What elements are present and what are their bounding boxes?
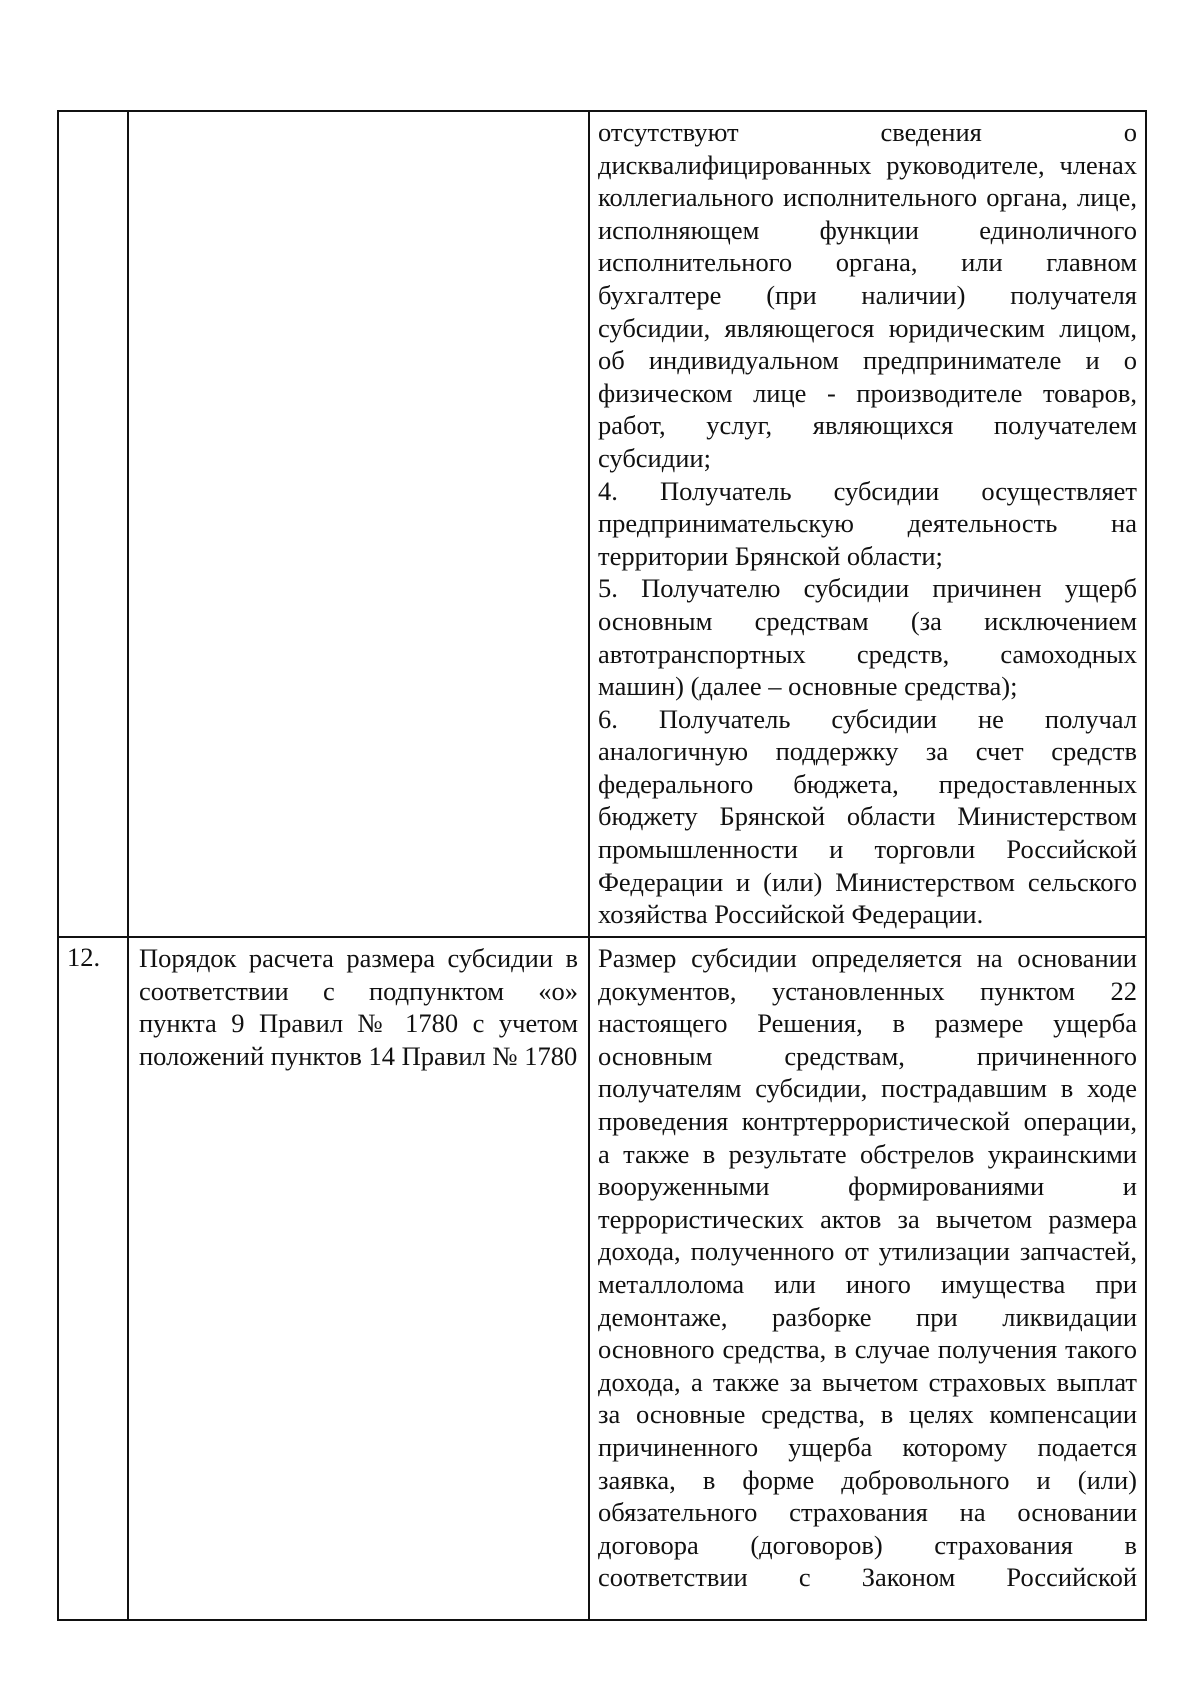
- row-number-cell: [58, 937, 128, 1620]
- row-number: 12.: [67, 942, 101, 972]
- paragraph: Порядок расчета размера субсидии в соответствии с подпунктом «о» пункта 9 Правил № 1780 с учетом положений пунктов 14 Правил № 1780: [139, 943, 578, 1071]
- table-row: [58, 937, 1146, 1620]
- document-table: [57, 110, 1147, 1621]
- paragraph: Размер субсидии определяется на основании документов, установленных пунктом 22 настоящего Решения, в размере ущерба основным средствам, причиненного получателям субсидии, пострадавшим в ходе проведения контртеррористической операции, а также в результате обстрелов украинскими вооруженными формированиями и террористических актов за вычетом размера дохода, полученного от утилизации запчастей, металлолома или иного имущества при демонтаже, разборке при ликвидации основного средства, в случае получения такого дохода, а также за вычетом страховых выплат за основные средства, в целях компенсации причиненного ущерба которому подается заявка, в форме добровольного и (или) обязательного страхования на основании договора (договоров) страхования в соответствии с Законом Российской: [598, 943, 1137, 1593]
- table-row: [58, 111, 1146, 937]
- row-number-cell: [58, 111, 128, 937]
- row-text-cell: [589, 937, 1146, 1620]
- row-text-cell: [589, 111, 1146, 937]
- row-name-cell: [128, 111, 589, 937]
- paragraph: отсутствуют сведения о дисквалифицированных руководителе, членах коллегиального исполнительного органа, лице, исполняющем функции единоличного исполнительного органа, или главном бухгалтере (при наличии) получателя субсидии, являющегося юридическим лицом, об индивидуальном предпринимателе и о физическом лице - производителе товаров, работ, услуг, являющихся получателем субсидии;: [598, 117, 1137, 473]
- row-name-cell: [128, 937, 589, 1620]
- row-text: [590, 938, 1145, 1594]
- paragraph: 4. Получатель субсидии осуществляет предпринимательскую деятельность на территории Брянской области;: [598, 475, 1137, 571]
- row-number: [59, 112, 127, 115]
- paragraph: 5. Получателю субсидии причинен ущерб основным средствам (за исключением автотранспортных средств, самоходных машин) (далее – основные средства);: [598, 573, 1137, 702]
- row-name: [129, 938, 588, 1072]
- row-text: [590, 112, 1145, 931]
- paragraph: 6. Получатель субсидии не получал аналогичную поддержку за счет средств федерального бюджета, предоставленных бюджету Брянской области Министерством промышленности и торговли Российской Федерации и (или) Министерством сельского хозяйства Российской Федерации.: [598, 703, 1137, 930]
- row-name: [129, 112, 588, 116]
